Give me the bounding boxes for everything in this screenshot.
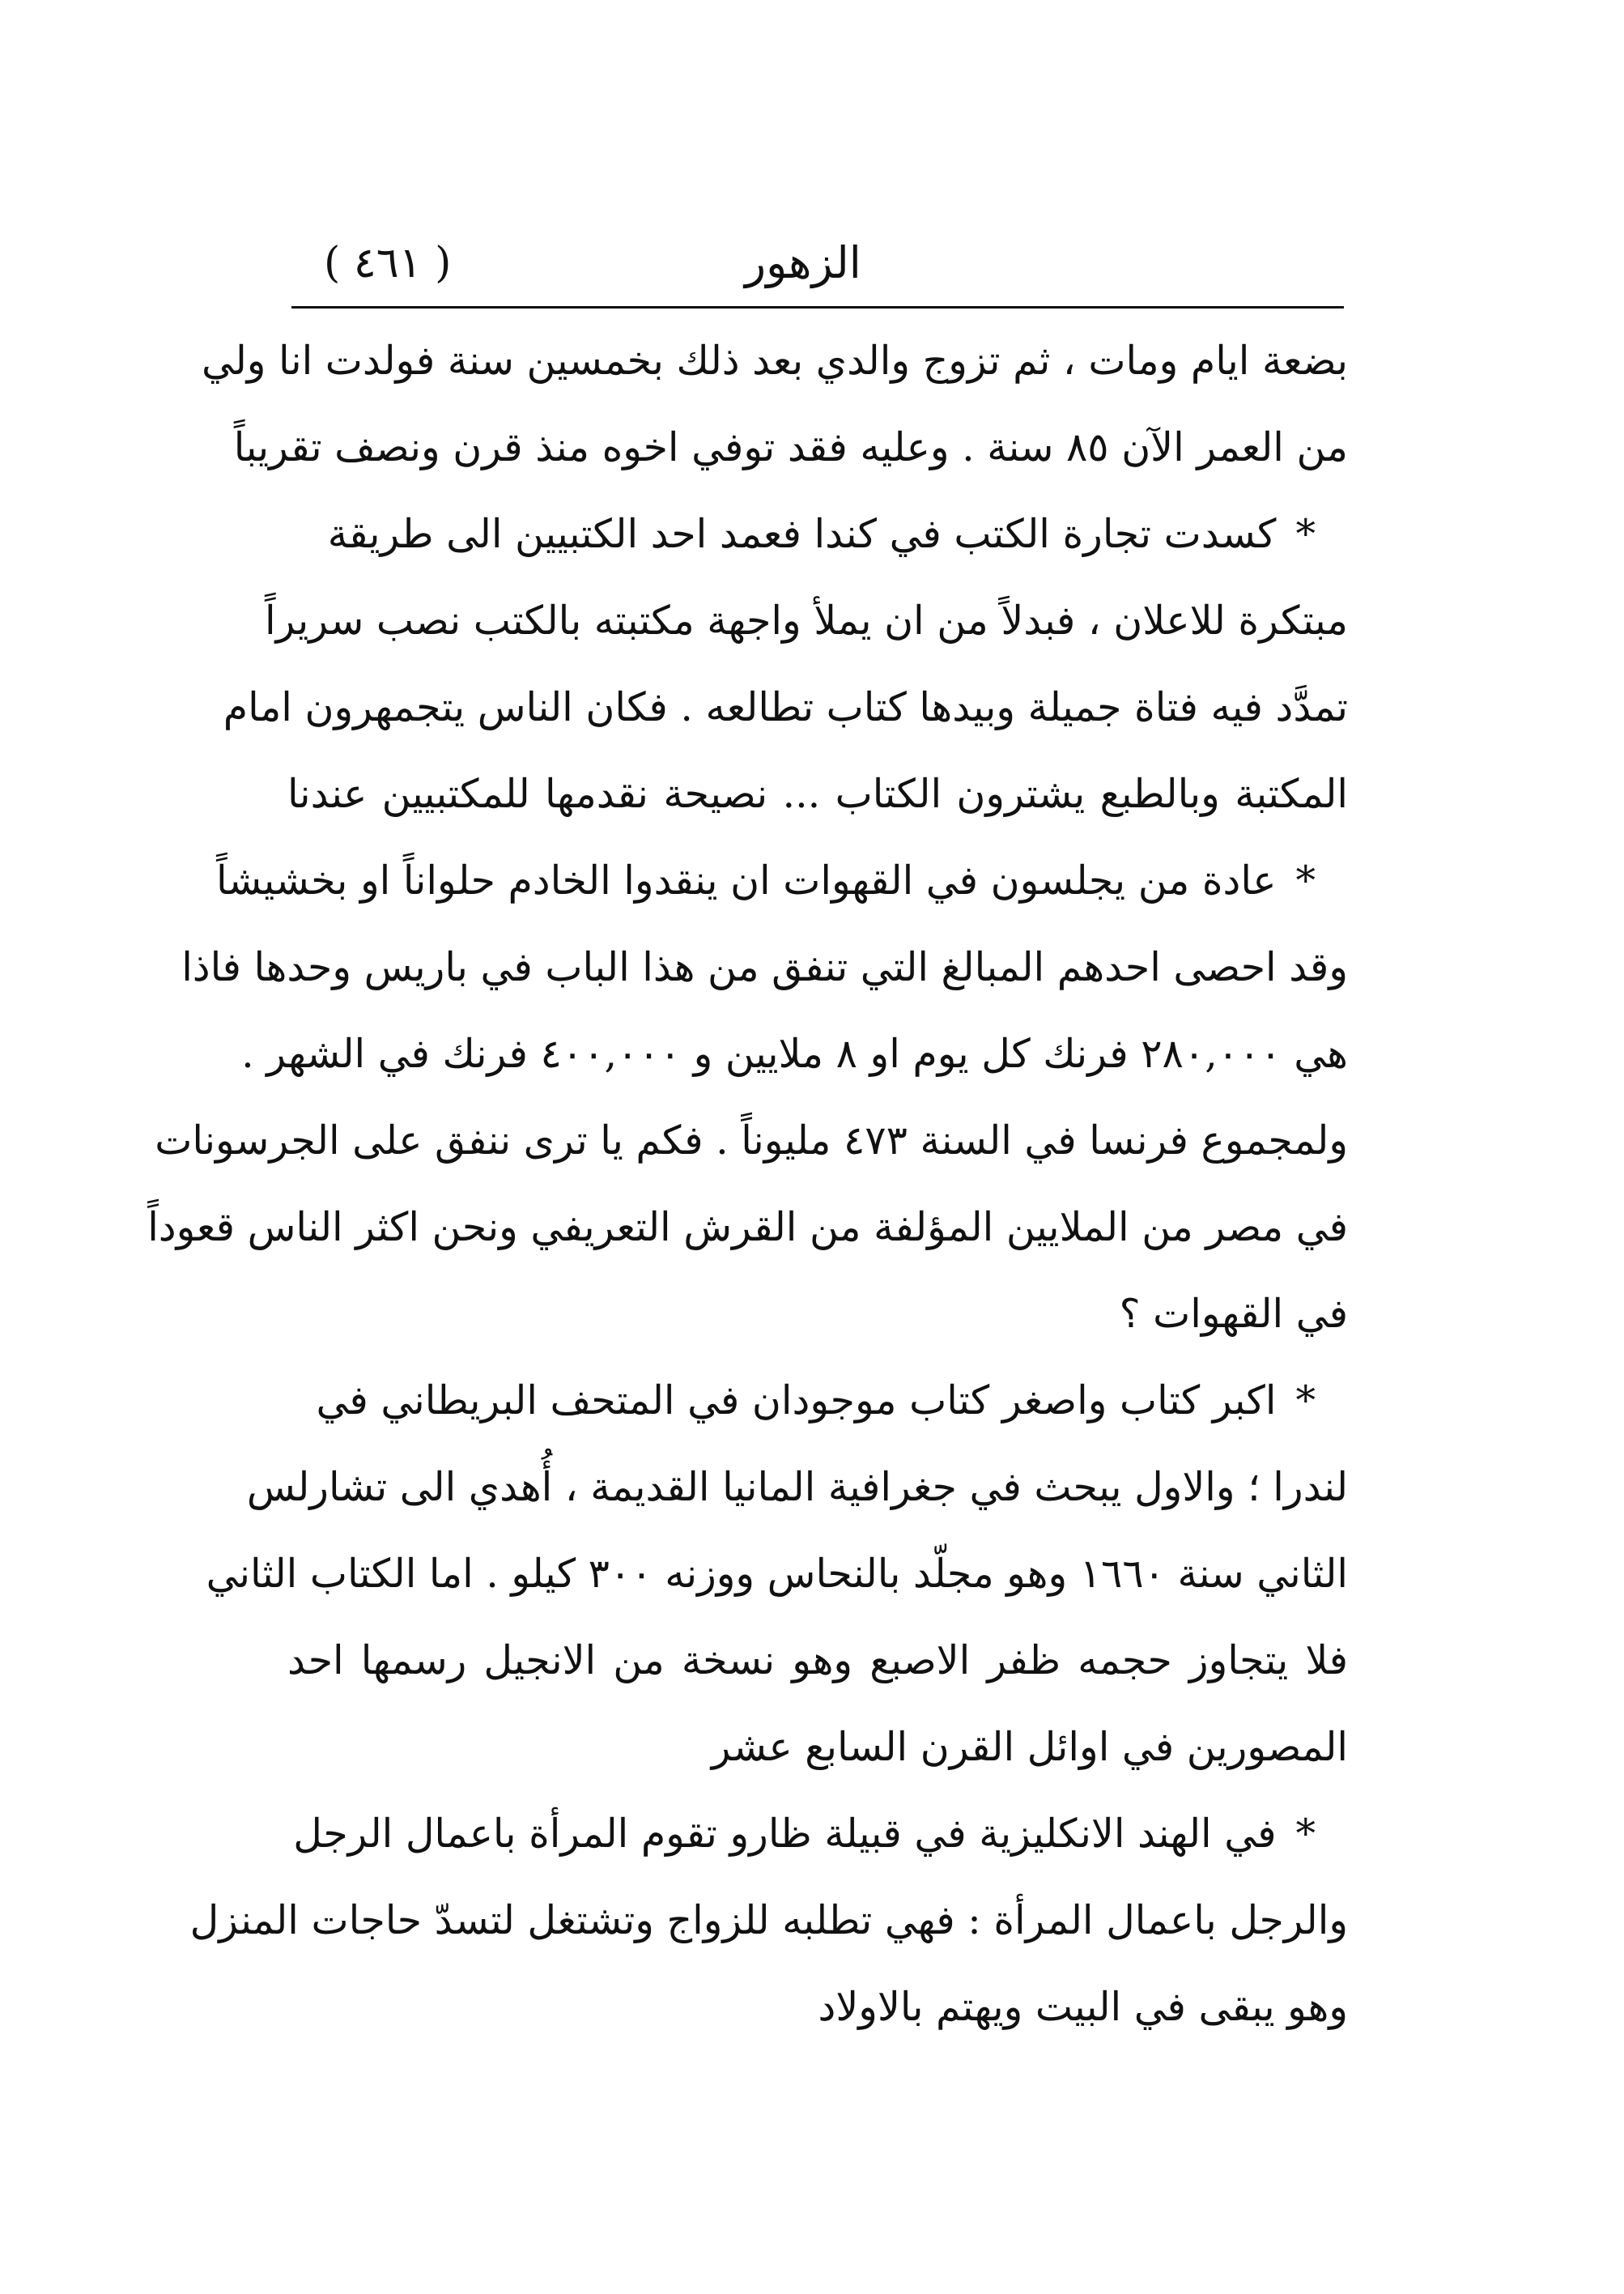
text-line: في الهند الانكليزية في قبيلة ظارو تقوم المرأة باعمال الرجل <box>293 1811 1277 1857</box>
paragraph-star-marker: * <box>1295 1811 1316 1857</box>
paragraph-star-marker: * <box>1295 1377 1316 1424</box>
text-line-first <box>287 1357 1348 1444</box>
paragraph-bookstore <box>223 491 1348 837</box>
text-line: في القهوات ؟ <box>1119 1291 1348 1337</box>
text-line: الثاني سنة ١٦٦٠ وهو مجلّد بالنحاس ووزنه ٣٠٠ كيلو . اما الكتاب الثاني <box>206 1551 1348 1597</box>
paragraph-cafes <box>147 837 1348 1357</box>
page-header <box>291 227 1344 300</box>
text-line-first <box>287 1790 1348 1877</box>
text-line: وقد احصى احدهم المبالغ التي تنفق من هذا الباب في باريس وحدها فاذا <box>181 944 1348 990</box>
page-number: ( ٤٦١ ) <box>324 239 452 287</box>
paragraph-india <box>189 1790 1348 2050</box>
text-line: اكبر كتاب واصغر كتاب موجودان في المتحف البريطاني في <box>316 1377 1277 1424</box>
text-line: بضعة ايام ومات ، ثم تزوج والدي بعد ذلك بخمسين سنة فولدت انا ولي <box>202 338 1348 384</box>
header-rule <box>291 306 1344 309</box>
text-line-first <box>216 837 1348 924</box>
paragraph-continuation <box>202 317 1348 491</box>
text-line: لندرا ؛ والاول يبحث في جغرافية المانيا القديمة ، أُهدي الى تشارلس <box>246 1464 1348 1510</box>
text-line: المكتبة وبالطبع يشترون الكتاب ... نصيحة نقدمها للمكتبيين عندنا <box>287 771 1348 817</box>
text-line: كسدت تجارة الكتب في كندا فعمد احد الكتبيين الى طريقة <box>327 511 1277 557</box>
text-line: مبتكرة للاعلان ، فبدلاً من ان يملأ واجهة مكتبته بالكتب نصب سريراً <box>264 598 1348 644</box>
text-line: وهو يبقى في البيت ويهتم بالاولاد <box>818 1984 1348 2030</box>
text-line: المصورين في اوائل القرن السابع عشر <box>711 1724 1348 1770</box>
text-line: عادة من يجلسون في القهوات ان ينقدوا الخادم حلواناً او بخشيشاً <box>216 858 1277 904</box>
paragraph-star-marker: * <box>1295 858 1316 904</box>
text-line: تمدَّد فيه فتاة جميلة وبيدها كتاب تطالعه . فكان الناس يتجمهرون امام <box>223 684 1348 730</box>
text-line: والرجل باعمال المرأة : فهي تطلبه للزواج وتشتغل لتسدّ حاجات المنزل <box>189 1897 1348 1943</box>
text-line: فلا يتجاوز حجمه ظفر الاصبع وهو نسخة من الانجيل رسمها احد <box>287 1637 1348 1683</box>
body-text <box>147 317 1348 2050</box>
text-line: من العمر الآن ٨٥ سنة . وعليه فقد توفي اخوه منذ قرن ونصف تقريباً <box>233 424 1348 470</box>
text-line: ولمجموع فرنسا في السنة ٤٧٣ مليوناً . فكم يا ترى ننفق على الجرسونات <box>155 1117 1348 1164</box>
text-line-first <box>287 491 1348 577</box>
paragraph-books-museum <box>206 1357 1348 1790</box>
running-title: الزهور <box>745 237 861 288</box>
text-line: في مصر من الملايين المؤلفة من القرش التعريفي ونحن اكثر الناس قعوداً <box>147 1204 1348 1250</box>
text-line: هي ٢٨٠,٠٠٠ فرنك كل يوم او ٨ ملايين و ٤٠٠,٠٠٠ فرنك في الشهر . <box>241 1031 1348 1077</box>
paragraph-star-marker: * <box>1295 511 1316 557</box>
